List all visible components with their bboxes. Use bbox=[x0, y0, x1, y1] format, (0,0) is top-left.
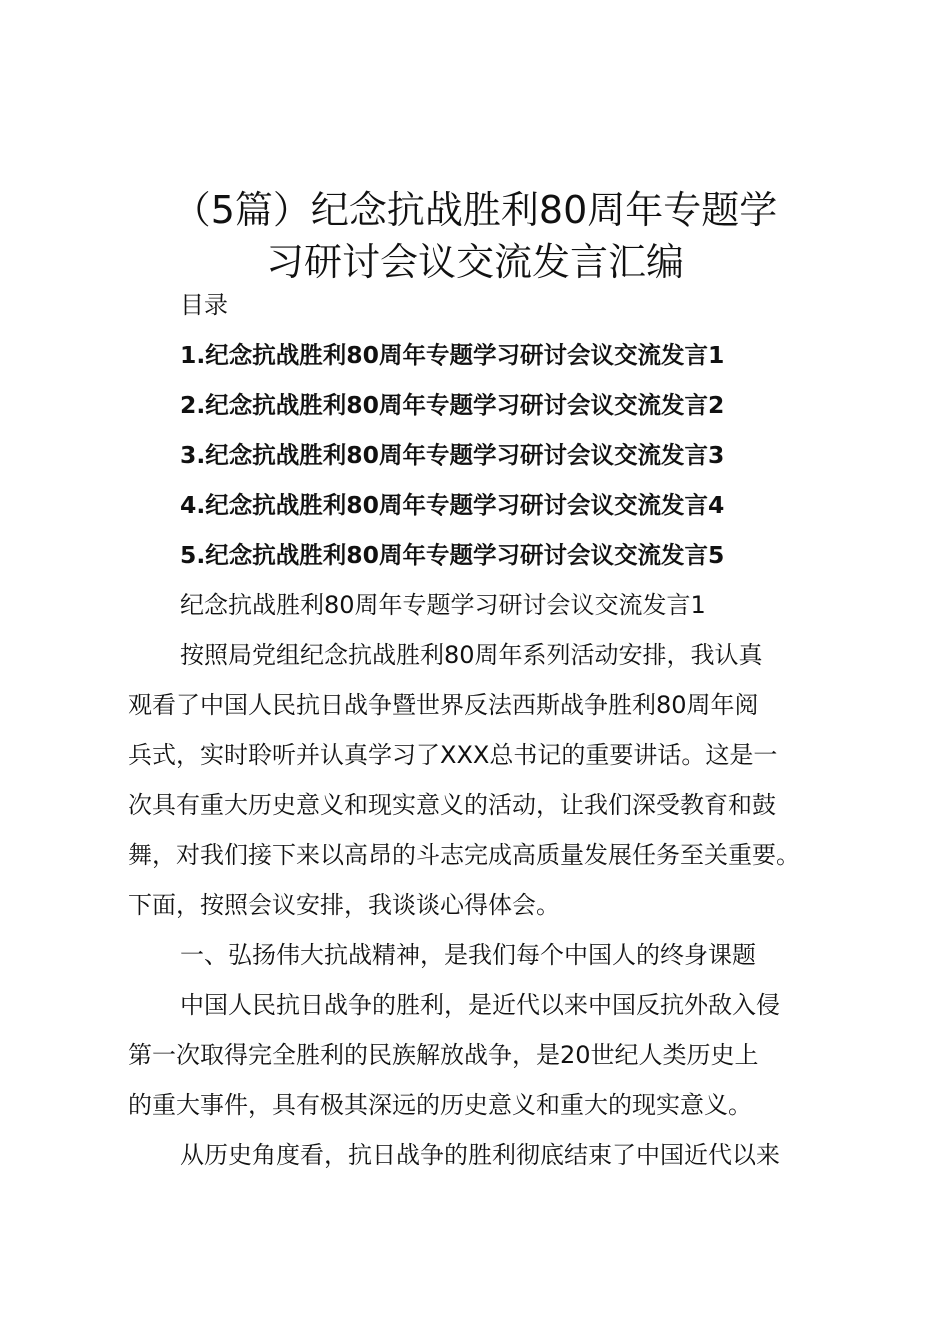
title-line-1: （5篇）纪念抗战胜利80周年专题学 bbox=[172, 188, 778, 232]
paragraph-2-line-1: 中国人民抗日战争的胜利，是近代以来中国反抗外敌入侵 bbox=[180, 991, 780, 1019]
toc-item-3[interactable]: 3.纪念抗战胜利80周年专题学习研讨会议交流发言3 bbox=[180, 441, 725, 469]
toc-item-4[interactable]: 4.纪念抗战胜利80周年专题学习研讨会议交流发言4 bbox=[180, 491, 725, 519]
paragraph-1-line-5: 舞，对我们接下来以高昂的斗志完成高质量发展任务至关重要。 bbox=[128, 841, 800, 869]
paragraph-1-line-6: 下面，按照会议安排，我谈谈心得体会。 bbox=[128, 891, 560, 919]
toc-item-5[interactable]: 5.纪念抗战胜利80周年专题学习研讨会议交流发言5 bbox=[180, 541, 725, 569]
paragraph-1-line-3: 兵式，实时聆听并认真学习了XXX总书记的重要讲话。这是一 bbox=[128, 741, 778, 769]
paragraph-1-line-4: 次具有重大历史意义和现实意义的活动，让我们深受教育和鼓 bbox=[128, 791, 776, 819]
toc-item-1[interactable]: 1.纪念抗战胜利80周年专题学习研讨会议交流发言1 bbox=[180, 341, 725, 369]
paragraph-1-line-1: 按照局党组纪念抗战胜利80周年系列活动安排，我认真 bbox=[180, 641, 763, 669]
section-heading-1: 一、弘扬伟大抗战精神，是我们每个中国人的终身课题 bbox=[180, 941, 756, 969]
paragraph-2-line-3: 的重大事件，具有极其深远的历史意义和重大的现实意义。 bbox=[128, 1091, 752, 1119]
title-line-2: 习研讨会议交流发言汇编 bbox=[265, 240, 684, 284]
paragraph-3-line-1: 从历史角度看，抗日战争的胜利彻底结束了中国近代以来 bbox=[180, 1141, 780, 1169]
article-title: 纪念抗战胜利80周年专题学习研讨会议交流发言1 bbox=[180, 591, 706, 619]
paragraph-1-line-2: 观看了中国人民抗日战争暨世界反法西斯战争胜利80周年阅 bbox=[128, 691, 759, 719]
toc-item-2[interactable]: 2.纪念抗战胜利80周年专题学习研讨会议交流发言2 bbox=[180, 391, 725, 419]
toc-heading: 目录 bbox=[180, 291, 228, 319]
paragraph-2-line-2: 第一次取得完全胜利的民族解放战争，是20世纪人类历史上 bbox=[128, 1041, 759, 1069]
